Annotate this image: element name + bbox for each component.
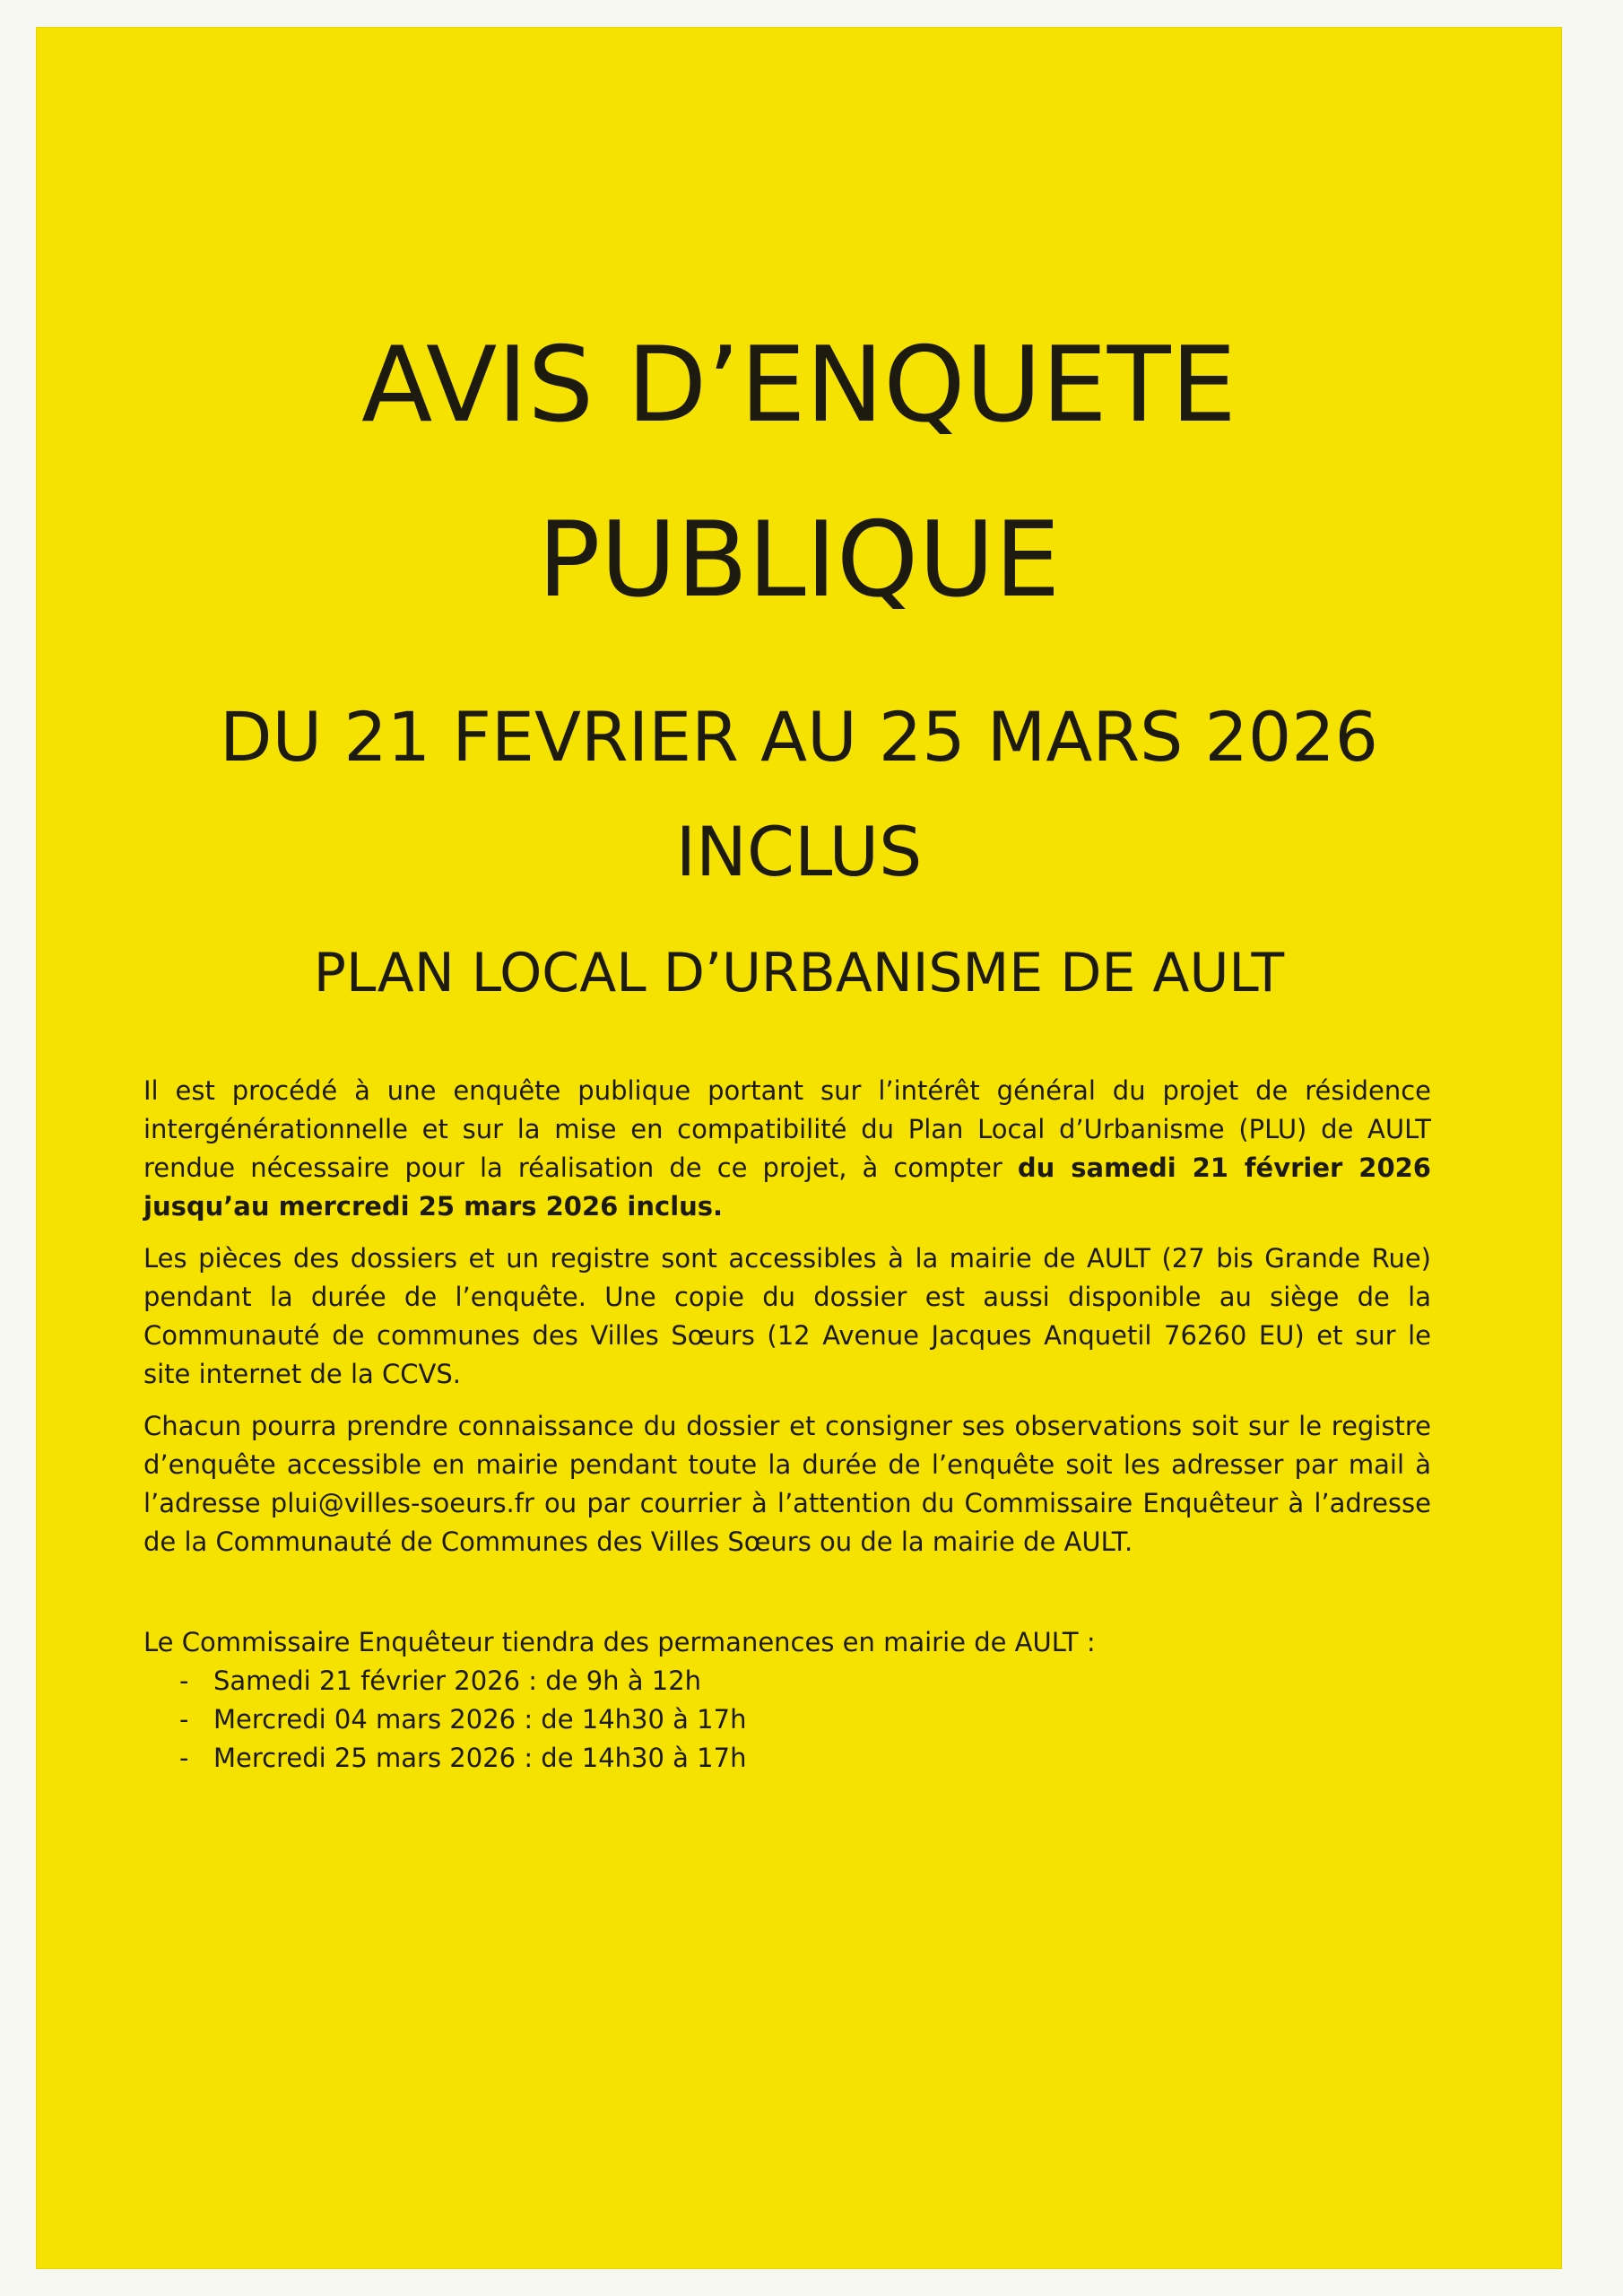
subject-heading: PLAN LOCAL D’URBANISME DE AULT (313, 942, 1285, 1004)
dates-line-2: INCLUS (675, 812, 923, 891)
paragraph-intro-text: Il est procédé à une enquête publique portant sur l’intérêt général du projet de résidence intergénérationnelle et sur la mise en compatibilité du Plan Local d’Urbanisme (PLU) de AULT rendue nécessaire pour la réalisation de ce projet, à compter (143, 1075, 1431, 1183)
permanences-section (143, 1623, 1431, 1778)
permanences-list (143, 1662, 1431, 1778)
list-item (179, 1662, 1431, 1700)
dates-line-1: DU 21 FEVRIER AU 25 MARS 2026 (220, 697, 1378, 777)
list-item (179, 1700, 1431, 1739)
permanence-item-text: Mercredi 04 mars 2026 : de 14h30 à 17h (213, 1704, 747, 1735)
title-line-1: AVIS D’ENQUETE (361, 325, 1237, 446)
list-dash: - (179, 1704, 189, 1735)
list-item (179, 1739, 1431, 1778)
notice-sheet (36, 27, 1562, 2269)
list-dash: - (179, 1743, 189, 1773)
paragraph-intro-dates: du samedi 21 février 2026 jusqu’au mercredi 25 mars 2026 inclus. (143, 1152, 1431, 1222)
title-line-2: PUBLIQUE (537, 500, 1061, 621)
paragraph-observations: Chacun pourra prendre connaissance du dossier et consigner ses observations soit sur le registre d’enquête accessible en mairie pendant toute la durée de l’enquête soit les adresser par mail à l’adresse plui@villes-soeurs.fr ou par courrier à l’attention du Commissaire Enquêteur à l’adresse de la Communauté de Communes des Villes Sœurs ou de la mairie de AULT. (143, 1411, 1431, 1557)
paragraph-documents: Les pièces des dossiers et un registre sont accessibles à la mairie de AULT (27 bis Grande Rue) pendant la durée de l’enquête. Une copie du dossier est aussi disponible au siège de la Communauté de communes des Villes Sœurs (12 Avenue Jacques Anquetil 76260 EU) et sur le site internet de la CCVS. (143, 1243, 1431, 1389)
permanence-item-text: Samedi 21 février 2026 : de 9h à 12h (213, 1665, 702, 1696)
list-dash: - (179, 1665, 189, 1696)
permanences-intro: Le Commissaire Enquêteur tiendra des permanences en mairie de AULT : (143, 1627, 1096, 1657)
notice-body (143, 1072, 1431, 1575)
paragraph-intro (143, 1072, 1431, 1226)
permanence-item-text: Mercredi 25 mars 2026 : de 14h30 à 17h (213, 1743, 747, 1773)
